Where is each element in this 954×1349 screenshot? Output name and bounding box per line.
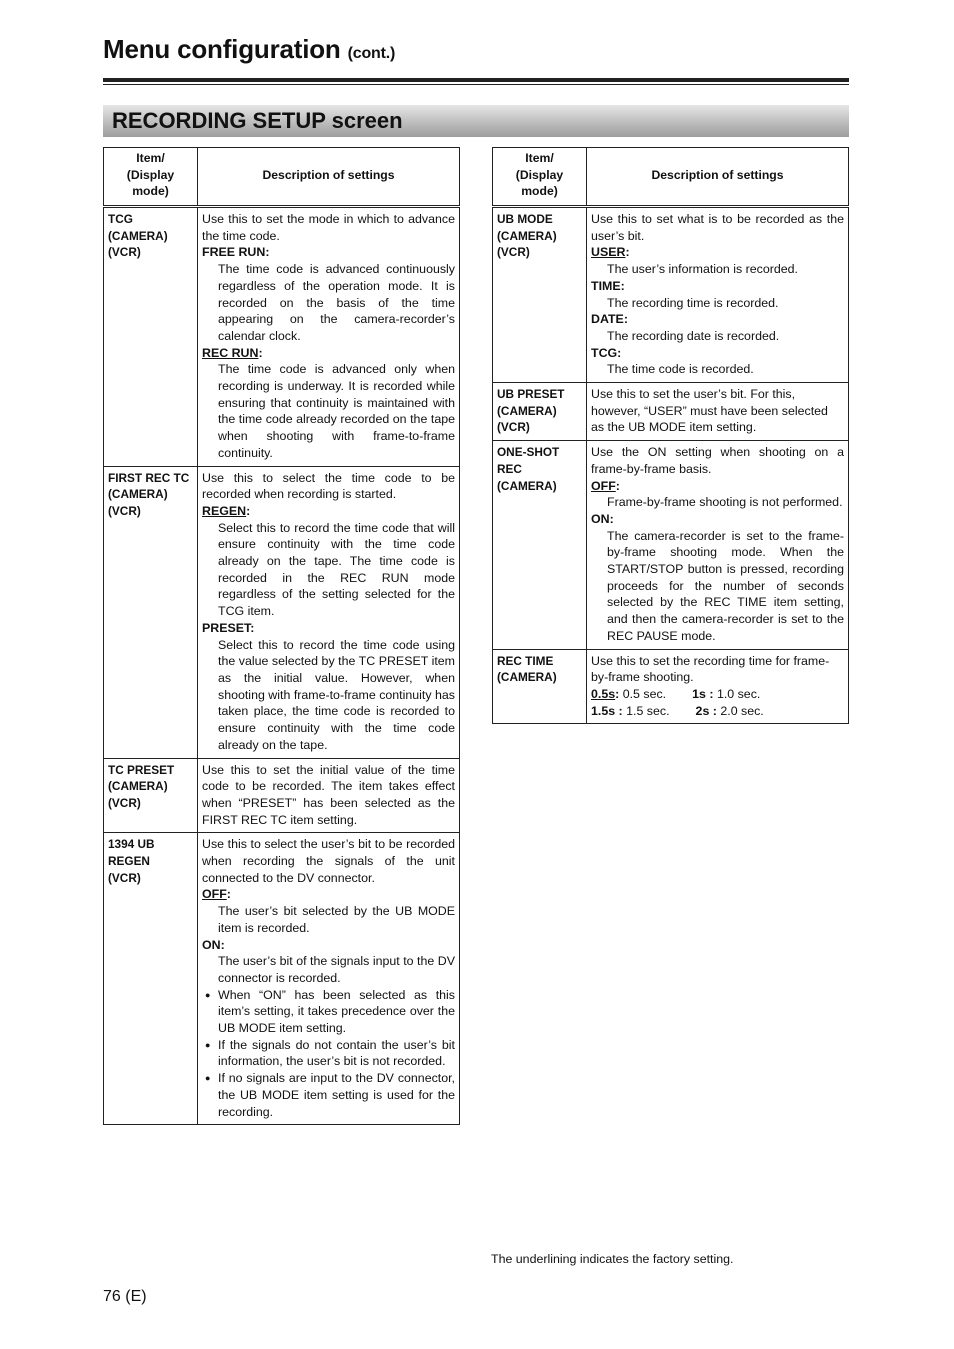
footnote: The underlining indicates the factory setting. [491,1252,734,1266]
bullet-item: ● If the signals do not contain the user’s bit information, the user’s bit is not recorded. [202,1037,455,1070]
header-description: Description of settings [587,148,849,207]
table-row-rec-time [493,649,849,724]
table-row-one-shot-rec [493,441,849,649]
table-row-tc-preset [104,758,460,833]
page-title-text: Menu configuration [103,34,341,64]
description-cell: Use this to set the initial value of the time code to be recorded. The item takes effect when “PRESET” has been selected as the FIRST REC TC item setting. [198,758,460,833]
table-row-ub-preset [493,383,849,441]
item-cell: TCG (CAMERA) (VCR) [104,207,198,467]
item-cell: UB MODE (CAMERA) (VCR) [493,207,587,383]
table-header-row [104,148,460,207]
header-item: Item/ (Display mode) [104,148,198,207]
item-cell: UB PRESET (CAMERA) (VCR) [493,383,587,441]
item-cell: REC TIME (CAMERA) [493,649,587,724]
item-cell: 1394 UB REGEN (VCR) [104,833,198,1125]
title-rule-thin [103,84,849,85]
title-rule-thick [103,78,849,82]
section-title: RECORDING SETUP screen [112,108,403,133]
settings-table-left [103,147,460,1125]
bullet-item: ● If no signals are input to the DV connector, the UB MODE item setting is used for the recording. [202,1070,455,1120]
description-cell: Use this to set what is to be recorded as the user’s bit. USER: The user’s information is recorded. TIME: The recording time is recorded. DATE: The recording date is recorded. TCG: The time code is recorded. [587,207,849,383]
table-row-1394-ub-regen [104,833,460,1125]
description-cell: Use the ON setting when shooting on a frame-by-frame basis. OFF: Frame-by-frame shooting is not performed. ON: The camera-recorder is set to the frame-by-frame shooting mode. When the START/STOP button is pressed, recording proceeds for the number of seconds selected by the REC TIME item setting, and then the camera-recorder is set to the REC PAUSE mode. [587,441,849,649]
description-cell: Use this to set the mode in which to advance the time code. FREE RUN: The time code is advanced continuously regardless of the operation mode. It is recorded on the basis of the time appearing on the camera-recorder’s calendar clock. REC RUN: The time code is advanced only when recording is underway. It is recorded while ensuring that continuity is maintained with the time code already recorded on the tape when shooting with frame-to-frame continuity. [198,207,460,467]
settings-table-right [492,147,849,724]
table-row-ub-mode [493,207,849,383]
description-cell: Use this to select the time code to be recorded when recording is started. REGEN: Select this to record the time code that will ensure continuity with the time code already on the tape. The time code is recorded in the REC RUN mode regardless of the setting selected for the TCG item. PRESET: Select this to record the time code using the value selected by the TC PRESET item as the initial value. However, when shooting with frame-to-frame continuity has taken place, the time code is recorded to ensure continuity with the time code already on the tape. [198,466,460,758]
page-number: 76 (E) [103,1288,147,1305]
description-cell: Use this to set the recording time for frame-by-frame shooting. 0.5s: 0.5 sec. 1s : 1.0 sec. 1.5s : 1.5 sec. 2s : 2.0 sec. [587,649,849,724]
table-header-row [493,148,849,207]
page-title-suffix: (cont.) [347,45,396,62]
item-cell: ONE-SHOT REC (CAMERA) [493,441,587,649]
item-cell: FIRST REC TC (CAMERA) (VCR) [104,466,198,758]
bullet-item: ● When “ON” has been selected as this item’s setting, it takes precedence over the UB MODE item setting. [202,987,455,1037]
description-cell: Use this to set the user’s bit. For this, however, “USER” must have been selected as the UB MODE item setting. [587,383,849,441]
header-description: Description of settings [198,148,460,207]
table-row-first-rec-tc [104,466,460,758]
item-cell: TC PRESET (CAMERA) (VCR) [104,758,198,833]
page-title [103,34,395,65]
header-item: Item/ (Display mode) [493,148,587,207]
table-row-tcg [104,207,460,467]
description-cell: Use this to select the user’s bit to be recorded when recording the signals of the unit connected to the DV connector. OFF: The user’s bit selected by the UB MODE item is recorded. ON: The user’s bit of the signals input to the DV connector is recorded. ● When “ON” has been selected as this item’s setting, it takes precedence over the UB MODE item setting. ● If the signals do not contain the user’s bit information, the user’s bit is not recorded. ● If no signals are input to the DV connector, the UB MODE item setting is used for the recording. [198,833,460,1125]
section-banner [103,105,849,137]
